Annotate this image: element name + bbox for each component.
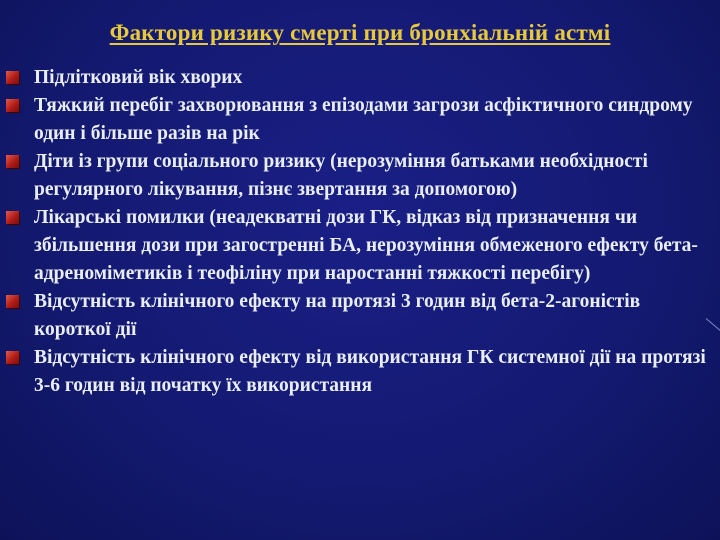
list-item	[0, 148, 720, 204]
list-item-text: Відсутність клінічного ефекту від використання ГК системної дії на протязі 3-6 годин від початку їх використання	[34, 347, 706, 396]
list-item-text: Тяжкий перебіг захворювання з епізодами загрози асфіктичного синдрому один і більше разів на рік	[34, 95, 693, 144]
square-bullet-icon	[6, 211, 19, 224]
list-item	[0, 344, 720, 400]
list-item-text: Лікарські помилки (неадекватні дози ГК, відказ від призначення чи збільшення дози при загостренні БА, нерозуміння обмеженого ефекту бета-адреноміметиків і теофіліну при наростанні тяжкості перебігу)	[34, 207, 698, 284]
list-item	[0, 64, 720, 92]
list-item-text: Підлітковий вік хворих	[34, 67, 243, 88]
list-item	[0, 288, 720, 344]
list-item	[0, 204, 720, 288]
list-item-text: Діти із групи соціального ризику (нерозуміння батьками необхідності регулярного лікування, пізнє звертання за допомогою)	[34, 151, 648, 200]
square-bullet-icon	[6, 71, 19, 84]
square-bullet-icon	[6, 295, 19, 308]
list-item	[0, 92, 720, 148]
square-bullet-icon	[6, 99, 19, 112]
slide-title: Фактори ризику смерті при бронхіальній астмі	[109, 20, 611, 45]
risk-factor-list	[0, 64, 720, 400]
square-bullet-icon	[6, 351, 19, 364]
square-bullet-icon	[6, 155, 19, 168]
list-item-text: Відсутність клінічного ефекту на протязі 3 годин від бета-2-агоністів короткої дії	[34, 291, 641, 340]
